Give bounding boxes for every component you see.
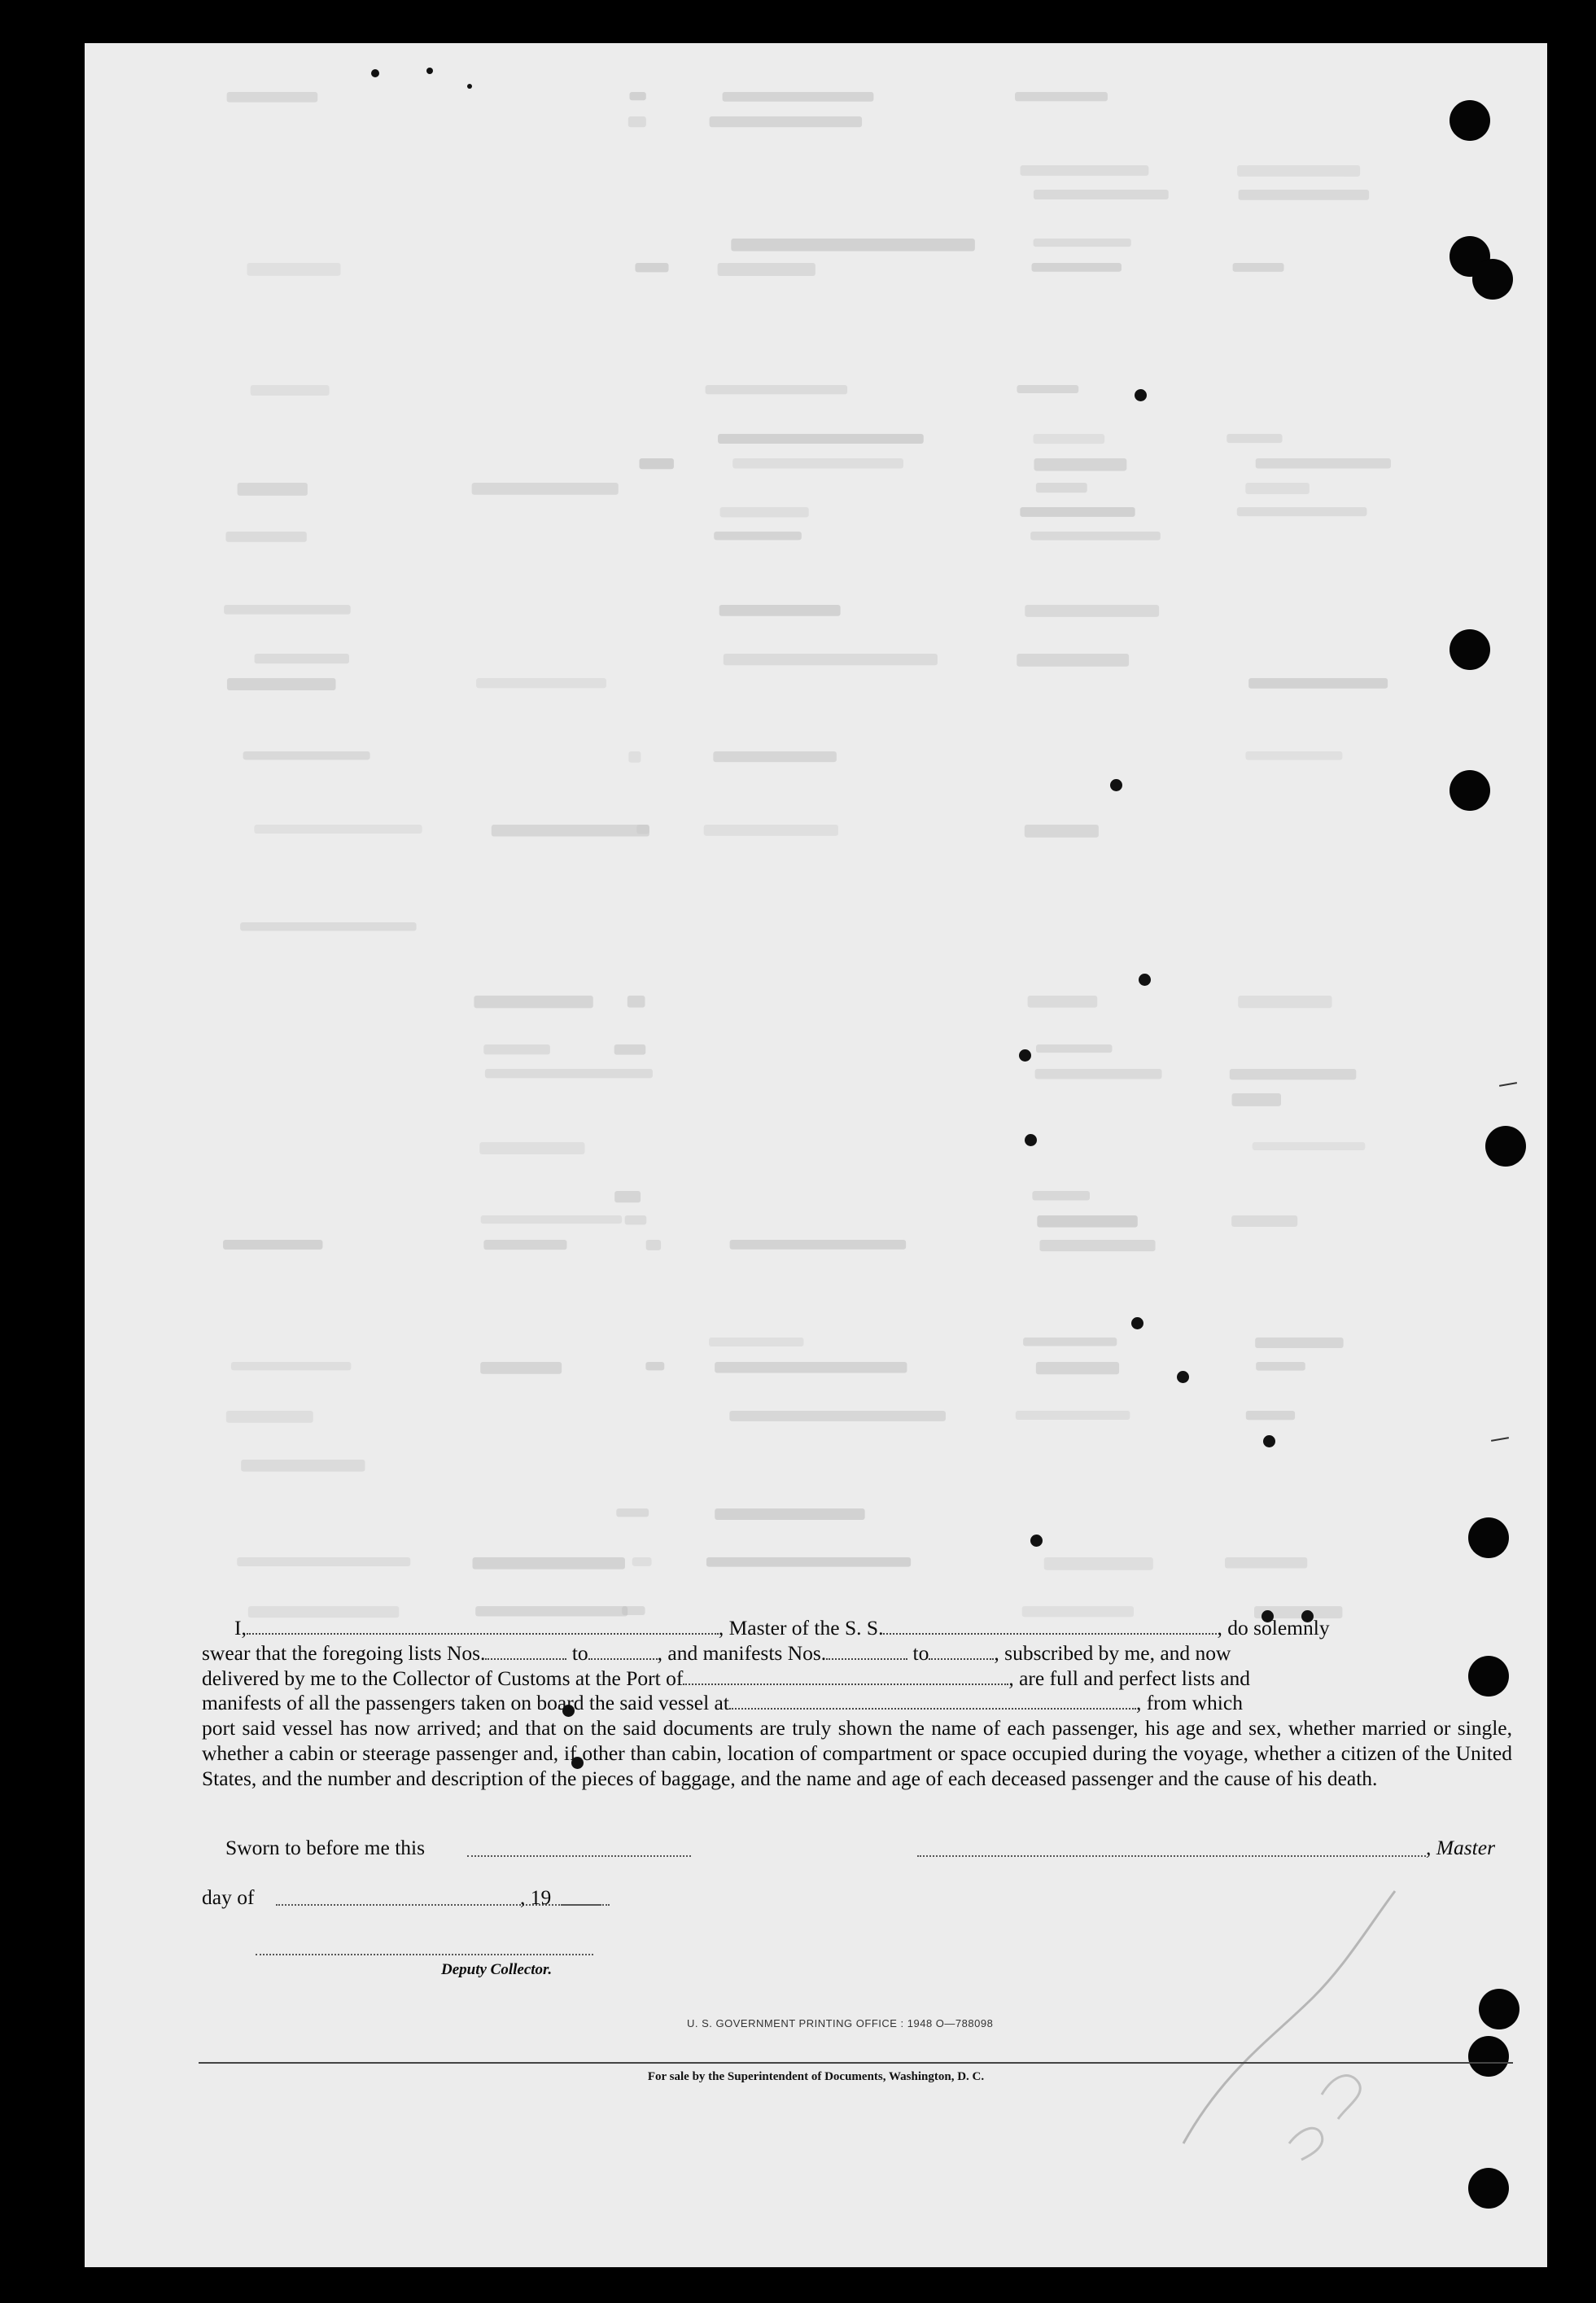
ink-dot [1263,1435,1275,1447]
oath-line-4 [202,1691,1512,1716]
list-to-blank[interactable] [588,1642,658,1660]
ship-name-blank[interactable] [883,1617,1217,1635]
ink-dot [1019,1049,1031,1062]
footer-text: For sale by the Superintendent of Documents, Washington, D. C. [647,2070,985,2083]
oath-text: swear that the foregoing lists Nos. [202,1640,486,1665]
port-blank[interactable] [683,1667,1008,1685]
oath-line-2 [202,1641,1512,1666]
sworn-label: Sworn to before me this [225,1836,426,1859]
ink-dot [1139,974,1151,986]
ink-dot [467,84,472,89]
ink-dot [426,68,433,74]
deputy-signature-blank[interactable] [256,1954,593,1955]
pencil-annotation [1126,1875,1436,2184]
oath-line-3 [202,1666,1512,1692]
year-label: , 19 [520,1885,552,1909]
ink-dot [1025,1134,1037,1146]
manifest-from-blank[interactable] [826,1642,907,1660]
oath-text: to [571,1640,588,1665]
printing-office-imprint: U. S. GOVERNMENT PRINTING OFFICE : 1948 O—788098 [687,2017,994,2029]
oath-text: delivered by me to the Collector of Customs at the Port of [202,1666,684,1690]
oath-text: , are full and perfect lists and [1008,1666,1251,1690]
manifest-to-blank[interactable] [929,1642,994,1660]
ink-dot [371,69,379,77]
ink-dot [1177,1371,1189,1383]
oath-text: , subscribed by me, and now [994,1640,1231,1665]
oath-text: manifests of all the passengers taken on board the said vessel at [202,1691,729,1715]
oath-text: , Master of the S. S. [718,1616,884,1640]
oath-line-5: port said vessel has now arrived; and that on the said documents are truly shown the name of each passenger, his age and sex, whether married or single, whether a cabin or steerage passenger and, if other than cabin, location of compartment or space occupied during the voyage, whether a citizen of the United States, and the number and description of the pieces of baggage, and the name and age of each deceased passenger and the cause of his death. [202,1716,1512,1790]
list-from-blank[interactable] [485,1642,566,1660]
sworn-date-blank[interactable] [467,1855,691,1857]
master-name-blank[interactable] [247,1617,719,1635]
oath-text: , do solemnly [1217,1616,1330,1640]
footer-rule [199,2062,1513,2064]
oath-text: I, [234,1616,247,1640]
day-of-blank[interactable] [276,1904,601,1906]
oath-text: , and manifests Nos. [657,1640,827,1665]
ink-dot [1135,389,1147,401]
year-blank[interactable] [561,1904,610,1906]
day-of-label: day of [202,1885,255,1909]
manifest-sheet [85,43,1547,2267]
deputy-collector-label: Deputy Collector. [441,1961,553,1978]
master-label: , Master [1426,1836,1495,1859]
oath-line-1 [202,1616,1512,1641]
departure-port-blank[interactable] [729,1692,1136,1710]
ink-dot [1110,779,1122,791]
oath-text: to [912,1640,929,1665]
master-signature-blank[interactable] [917,1855,1426,1857]
ink-dot [1030,1535,1043,1547]
oath-paragraph [202,1616,1512,1792]
ink-dot [1131,1317,1143,1329]
oath-text: , from which [1135,1691,1243,1715]
